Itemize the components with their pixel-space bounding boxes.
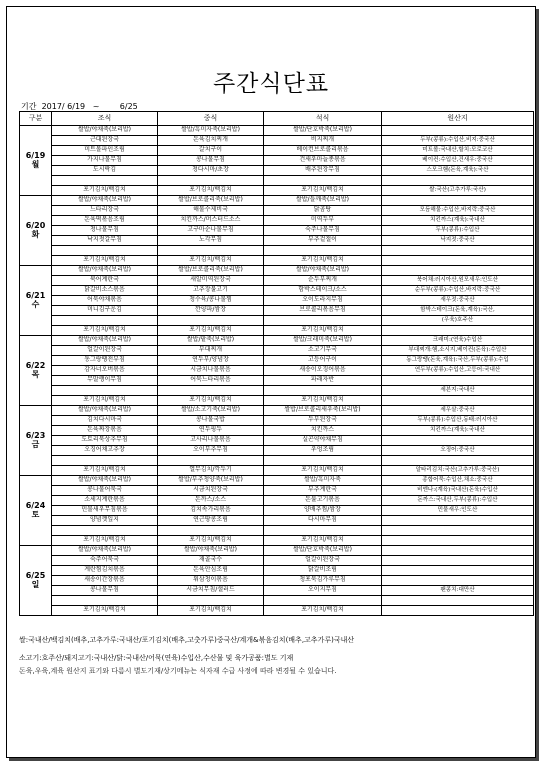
breakfast-item: 포기김치/백김치 (52, 256, 158, 266)
breakfast-item: 얼갈이된장국 (52, 346, 158, 356)
lunch-item: 쌀밥/야채죽(보리밥) (158, 546, 264, 556)
day-weekday: 금 (31, 439, 40, 449)
lunch-item: 오이부추무침 (158, 446, 264, 456)
dinner-item: 닭갈비조림 (264, 566, 382, 576)
table-row (20, 526, 534, 536)
dinner-item (264, 456, 382, 466)
dinner-item: 쌀밥/단호박죽(보리밥) (264, 126, 382, 136)
dinner-item: 베이컨브로콜리볶음 (264, 146, 382, 156)
breakfast-item: 어묵야채볶음 (52, 296, 158, 306)
table-row (20, 366, 534, 376)
dinner-item: 치킨까스 (264, 426, 382, 436)
breakfast-item: 쌀밥/야채죽(보리밥) (52, 126, 158, 136)
table-row (20, 506, 534, 516)
dinner-item: 포기김치/백김치 (264, 256, 382, 266)
header-breakfast: 조식 (52, 112, 158, 126)
header-lunch: 중식 (158, 112, 264, 126)
dinner-item: 다시마무침 (264, 516, 382, 526)
table-row (20, 226, 534, 236)
breakfast-item (52, 456, 158, 466)
menu-body (20, 126, 534, 616)
origin-item: (우육)호주산 (382, 316, 534, 326)
breakfast-item: 도토리묵상추무침 (52, 436, 158, 446)
table-row (20, 546, 534, 556)
lunch-item (158, 386, 264, 396)
table-row (20, 266, 534, 276)
dinner-item: 포기김치/백김치 (264, 186, 382, 196)
breakfast-item: 포기김치/백김치 (52, 536, 158, 546)
table-row (20, 296, 534, 306)
origin-item (382, 246, 534, 256)
origin-item: 베이컨:수입산,건새우:중국산 (382, 156, 534, 166)
lunch-item: 콩나물국밥 (158, 416, 264, 426)
breakfast-item: 양념깻잎지 (52, 516, 158, 526)
origin-item (382, 516, 534, 526)
origin-item: 오징어:중국산 (382, 446, 534, 456)
dinner-item: 포기김치/백김치 (264, 326, 382, 336)
dinner-item: 쌀밥/크래미죽(보리밥) (264, 336, 382, 346)
breakfast-item: 민물새우무침볶음 (52, 506, 158, 516)
table-row (20, 236, 534, 246)
lunch-item: 콩나물무침 (158, 156, 264, 166)
origin-item: 북어채:러시아산,원모새우:인도산 (382, 276, 534, 286)
breakfast-item: 포기김치/백김치 (52, 606, 158, 616)
dinner-item: 쌀밥/야채죽(보리밥) (264, 266, 382, 276)
lunch-item: 갈치구이 (158, 146, 264, 156)
lunch-item: 새알미역된장국 (158, 276, 264, 286)
origin-item: 함박스테이크(돈육,계육):국산, (382, 306, 534, 316)
breakfast-item: 가지나물무침 (52, 156, 158, 166)
footer-line-1: 쌀:국내산/백김치(배추,고추가루:국내산/포기김치(배추,고춧가루)중국산/계개&볶음김치(배추,고추가루)국내산 (19, 636, 355, 644)
origin-item: 순두부(콩류):수입산,바지락:중국산 (382, 286, 534, 296)
day-date: 6/23 (25, 430, 46, 440)
breakfast-item: 감자너오버볶음 (52, 366, 158, 376)
table-row (20, 556, 534, 566)
breakfast-item (52, 386, 158, 396)
day-date: 6/19 (25, 150, 46, 160)
period-label: 기간 (21, 102, 37, 111)
lunch-item: 워삼청이볶음 (158, 576, 264, 586)
lunch-item: 쌀밥/브로콜리죽(보리밥) (158, 266, 264, 276)
lunch-item (158, 316, 264, 326)
breakfast-item: 느타리장국 (52, 206, 158, 216)
table-row (20, 466, 534, 476)
dinner-item: 양배추찜/쌈장 (264, 506, 382, 516)
table-row (20, 426, 534, 436)
breakfast-item: 쌀밥/야채죽(보리밥) (52, 196, 158, 206)
dinner-item: 돈불고기볶음 (264, 496, 382, 506)
day-date: 6/21 (25, 290, 46, 300)
table-row (20, 216, 534, 226)
day-cell (20, 126, 52, 196)
origin-item: 부대찌개:햄,소시지,베이컨(돈육):수입산 (382, 346, 534, 356)
breakfast-item: 콩나물무침 (52, 586, 158, 596)
breakfast-item: 도시락김 (52, 166, 158, 176)
lunch-item: 고사리나물볶음 (158, 436, 264, 446)
table-row (20, 246, 534, 256)
lunch-item: 시금치나물볶음 (158, 366, 264, 376)
origin-item (382, 376, 534, 386)
breakfast-item: 미니김구운김 (52, 306, 158, 316)
breakfast-item (52, 246, 158, 256)
dinner-item: 브로콜리볶음무침 (264, 306, 382, 316)
dinner-item: 비지찌개 (264, 136, 382, 146)
breakfast-item: 쌀밥/야채죽(보리밥) (52, 546, 158, 556)
origin-item (382, 266, 534, 276)
dinner-item: 쌀밥/단호박죽(보리밥) (264, 546, 382, 556)
dinner-item: 포기김치/백김치 (264, 466, 382, 476)
table-row (20, 166, 534, 176)
origin-item (382, 596, 534, 606)
origin-item (382, 326, 534, 336)
dinner-item: 순두부찌개 (264, 276, 382, 286)
table-row (20, 196, 534, 206)
dinner-item: 미역두부 (264, 216, 382, 226)
origin-item: 치킨까스(계육):국내산 (382, 426, 534, 436)
table-row (20, 126, 534, 136)
lunch-item: 쌀밥/소고기죽(보리밥) (158, 406, 264, 416)
lunch-item (158, 246, 264, 256)
lunch-item: 돈육안심조림 (158, 566, 264, 576)
origin-item: 동그랑땡(돈육,계육):국산,두부(콩류):수입 (382, 356, 534, 366)
origin-item: 돈까스:국내산,두부(콩류):수입산 (382, 496, 534, 506)
origin-item (382, 576, 534, 586)
table-row (20, 176, 534, 186)
lunch-item: 열무김치/깍두기 (158, 466, 264, 476)
dinner-item: 고등어구이 (264, 356, 382, 366)
breakfast-item: 포기김치/백김치 (52, 466, 158, 476)
dinner-item (264, 316, 382, 326)
table-row (20, 606, 534, 616)
footer-line-2: 소고기:호주산/돼지고기:국내산/닭:국내산/어묵(연육)수입산,수산물 및 육가공품:별도 기재 (19, 654, 294, 662)
origin-item: 팬콩치:대만산 (382, 586, 534, 596)
lunch-item (158, 456, 264, 466)
dinner-item: 오이도라지무침 (264, 296, 382, 306)
day-weekday: 수 (31, 299, 40, 309)
breakfast-item: 돈육짜장볶음 (52, 426, 158, 436)
origin-item: 미트볼:국내산,할치:모로코산 (382, 146, 534, 156)
table-row (20, 586, 534, 596)
table-row (20, 566, 534, 576)
lunch-item: 쌀밥/팥죽(보리밥) (158, 336, 264, 346)
breakfast-item: 쌀밥/야채죽(보리밥) (52, 266, 158, 276)
table-row (20, 286, 534, 296)
dinner-item: 실곤약야채무침 (264, 436, 382, 446)
origin-item (382, 436, 534, 446)
dinner-item: 청포묵김가루무침 (264, 576, 382, 586)
dinner-item: 함박스테이크/소스 (264, 286, 382, 296)
table-row (20, 346, 534, 356)
breakfast-item: 포기김치/백김치 (52, 396, 158, 406)
dinner-item (264, 386, 382, 396)
breakfast-item: 근대된장국 (52, 136, 158, 146)
day-weekday: 토 (31, 509, 40, 519)
lunch-item: 돈까스/소스 (158, 496, 264, 506)
dinner-item (264, 246, 382, 256)
page-title: 주간식단표 (212, 71, 330, 97)
lunch-item: 포기김치/백김치 (158, 536, 264, 546)
table-row (20, 336, 534, 346)
lunch-item: 깐양파/쌈장 (158, 306, 264, 316)
breakfast-item (52, 526, 158, 536)
breakfast-item: 닭갈비소스볶음 (52, 286, 158, 296)
table-row (20, 376, 534, 386)
table-row (20, 276, 534, 286)
lunch-item: 치킨까스/머스터드소스 (158, 216, 264, 226)
dinner-item: 포기김치/백김치 (264, 606, 382, 616)
table-row (20, 516, 534, 526)
origin-item: 알타리김치:국산(고추가루:중국산) (382, 466, 534, 476)
origin-item (382, 546, 534, 556)
dinner-item: 숙주나물무침 (264, 226, 382, 236)
lunch-item: 포기김치/백김치 (158, 256, 264, 266)
day-cell (20, 476, 52, 546)
lunch-item (158, 596, 264, 606)
breakfast-item (52, 316, 158, 326)
dinner-item (264, 596, 382, 606)
table-row (20, 156, 534, 166)
breakfast-item: 새송이간장볶음 (52, 576, 158, 586)
period-value: 2017/ 6/19 ~ 6/25 (41, 102, 138, 111)
table-row (20, 456, 534, 466)
origin-item (382, 456, 534, 466)
origin-item: 모듬해물:수입산,바지락:중국산 (382, 206, 534, 216)
breakfast-item: 계란찜김치볶음 (52, 566, 158, 576)
day-weekday: 목 (31, 369, 40, 379)
dinner-item: 쌀밥/흑미자죽 (264, 476, 382, 486)
breakfast-item: 낙지젓갈무침 (52, 236, 158, 246)
origin-item (382, 526, 534, 536)
day-date: 6/20 (25, 220, 46, 230)
table-row (20, 486, 534, 496)
dinner-item: 포기김치/백김치 (264, 536, 382, 546)
table-row (20, 596, 534, 606)
origin-item (382, 256, 534, 266)
dinner-item: 우엉조림 (264, 446, 382, 456)
table-row (20, 146, 534, 156)
lunch-item: 김치속가리볶음 (158, 506, 264, 516)
breakfast-item: 미트볼파인조림 (52, 146, 158, 156)
breakfast-item: 쌀밥/야채죽(보리밥) (52, 476, 158, 486)
dinner-item: 배추된장무침 (264, 166, 382, 176)
day-cell (20, 406, 52, 476)
lunch-item: 포기김치/백김치 (158, 396, 264, 406)
breakfast-item: 포기김치/백김치 (52, 186, 158, 196)
lunch-item: 포기김치/백김치 (158, 606, 264, 616)
header-division: 구분 (20, 112, 52, 126)
origin-item (382, 556, 534, 566)
origin-item: 민물새우:인도산 (382, 506, 534, 516)
lunch-item: 쌀밥/흑미자죽(보리밥) (158, 126, 264, 136)
dinner-item: 닭곰탕 (264, 206, 382, 216)
breakfast-item: 포기김치/백김치 (52, 326, 158, 336)
table-row (20, 136, 534, 146)
breakfast-item (52, 176, 158, 186)
breakfast-item (52, 596, 158, 606)
breakfast-item: 숙주어묵국 (52, 556, 158, 566)
day-date: 6/24 (25, 500, 46, 510)
table-row (20, 386, 534, 396)
dinner-item: 오이지무침 (264, 586, 382, 596)
dinner-item: 새송이오징어볶음 (264, 366, 382, 376)
lunch-item: 해물수제비국 (158, 206, 264, 216)
origin-item (382, 536, 534, 546)
table-row (20, 326, 534, 336)
day-cell (20, 546, 52, 616)
day-date: 6/22 (25, 360, 46, 370)
origin-item (382, 126, 534, 136)
table-row (20, 406, 534, 416)
table-row (20, 306, 534, 316)
breakfast-item: 쌀밥/야채죽(보리밥) (52, 336, 158, 346)
origin-item: 크래미:(연육)수입산 (382, 336, 534, 346)
lunch-item: 연근땅콩조림 (158, 516, 264, 526)
day-weekday: 화 (31, 229, 40, 239)
dinner-item: 건새우마늘종볶음 (264, 156, 382, 166)
origin-item: 스모크햄(돈육,계육):국산 (382, 166, 534, 176)
origin-item (382, 606, 534, 616)
origin-item: 종합어묵:수입산,채소:중국산 (382, 476, 534, 486)
lunch-item: 포기김치/백김치 (158, 186, 264, 196)
lunch-item: 고추장불고기 (158, 286, 264, 296)
dinner-item: 소고기무국 (264, 346, 382, 356)
dinner-item (264, 176, 382, 186)
lunch-item: 시금치된장국 (158, 486, 264, 496)
lunch-item: 청다시마/초장 (158, 166, 264, 176)
table-row (20, 436, 534, 446)
day-cell (20, 266, 52, 336)
day-weekday: 일 (31, 579, 40, 589)
origin-item: 새우젓:중국산 (382, 296, 534, 306)
origin-item: 세우살:중국산 (382, 406, 534, 416)
origin-item (382, 196, 534, 206)
breakfast-item: 청나물무침 (52, 226, 158, 236)
dinner-item (264, 526, 382, 536)
origin-item: 연두부(콩류):수입산,고등어:국내산 (382, 366, 534, 376)
table-row (20, 496, 534, 506)
origin-item (382, 566, 534, 576)
origin-item: 비엔나:(계육)국내산(돈육)수입산 (382, 486, 534, 496)
origin-item: 쌀:국산(고추가루:국산) (382, 186, 534, 196)
day-cell (20, 196, 52, 266)
breakfast-item: 김치다시마국 (52, 416, 158, 426)
lunch-item: 쌀밥/브로콜리죽(보리밥) (158, 196, 264, 206)
table-row (20, 356, 534, 366)
menu-page (6, 6, 536, 758)
day-date: 6/25 (25, 570, 46, 580)
table-row (20, 416, 534, 426)
table-row (20, 536, 534, 546)
day-weekday: 월 (31, 159, 40, 169)
lunch-item: 돈육김치찌개 (158, 136, 264, 146)
breakfast-item: 북어계란국 (52, 276, 158, 286)
header-origin: 원산지 (382, 112, 534, 126)
dinner-item: 얼갈이된장국 (264, 556, 382, 566)
lunch-item: 시금치무침/샐러드 (158, 586, 264, 596)
header-row (20, 112, 534, 126)
dinner-item: 두부된장국 (264, 416, 382, 426)
table-row (20, 576, 534, 586)
origin-item: 낙지젓:중국산 (382, 236, 534, 246)
breakfast-item: 오징어채고추장 (52, 446, 158, 456)
table-row (20, 186, 534, 196)
table-row (20, 206, 534, 216)
lunch-item: 어묵느타리볶음 (158, 376, 264, 386)
breakfast-item: 콩나물어묵국 (52, 486, 158, 496)
lunch-item (158, 526, 264, 536)
lunch-item: 부대찌개 (158, 346, 264, 356)
origin-item: 두부(콩류):수입산,동태:러시아산 (382, 416, 534, 426)
table-row (20, 316, 534, 326)
lunch-item: 연두핑두 (158, 426, 264, 436)
dinner-item: 파래자반 (264, 376, 382, 386)
breakfast-item: 소세지계란볶음 (52, 496, 158, 506)
lunch-item: 재골국수 (158, 556, 264, 566)
dinner-item: 포기김치/백김치 (264, 396, 382, 406)
lunch-item: 포기김치/백김치 (158, 326, 264, 336)
origin-item (382, 396, 534, 406)
origin-item: 세븐지:국내산 (382, 386, 534, 396)
breakfast-item: 쌀밥/야채죽(보리밥) (52, 406, 158, 416)
menu-table (19, 111, 534, 616)
origin-item: 치킨까스(계육):국내산 (382, 216, 534, 226)
lunch-item: 쌀밥/부추청양죽(보리밥) (158, 476, 264, 486)
breakfast-item: 돈육떡볶음조림 (52, 216, 158, 226)
dinner-item: 쌀밥/브로콜리새우죽(보리밥) (264, 406, 382, 416)
origin-item (382, 176, 534, 186)
lunch-item: 청수육/콩나물찜 (158, 296, 264, 306)
breakfast-item: 동그랑땡전부침 (52, 356, 158, 366)
footer-line-3: 돈육,우육,계육 원산지 표기와 다름시 별도기재/상기메뉴는 식자재 수급 사정에 따라 변경될 수 있습니다. (19, 667, 337, 675)
lunch-item: 고구마순나물무침 (158, 226, 264, 236)
header-dinner: 석식 (264, 112, 382, 126)
origin-item: 두부(콩류):수입산,비지:중국산 (382, 136, 534, 146)
table-row (20, 256, 534, 266)
breakfast-item: 무말랭이무침 (52, 376, 158, 386)
day-cell (20, 336, 52, 406)
lunch-item (158, 176, 264, 186)
table-row (20, 476, 534, 486)
dinner-item: 부추겉절이 (264, 236, 382, 246)
origin-item: 두부(콩류):수입산 (382, 226, 534, 236)
lunch-item: 연두부/양념장 (158, 356, 264, 366)
table-row (20, 396, 534, 406)
table-row (20, 446, 534, 456)
dinner-item: 쌀밥/들깨죽(보리밥) (264, 196, 382, 206)
lunch-item: 노각무침 (158, 236, 264, 246)
dinner-item: 부추계란국 (264, 486, 382, 496)
